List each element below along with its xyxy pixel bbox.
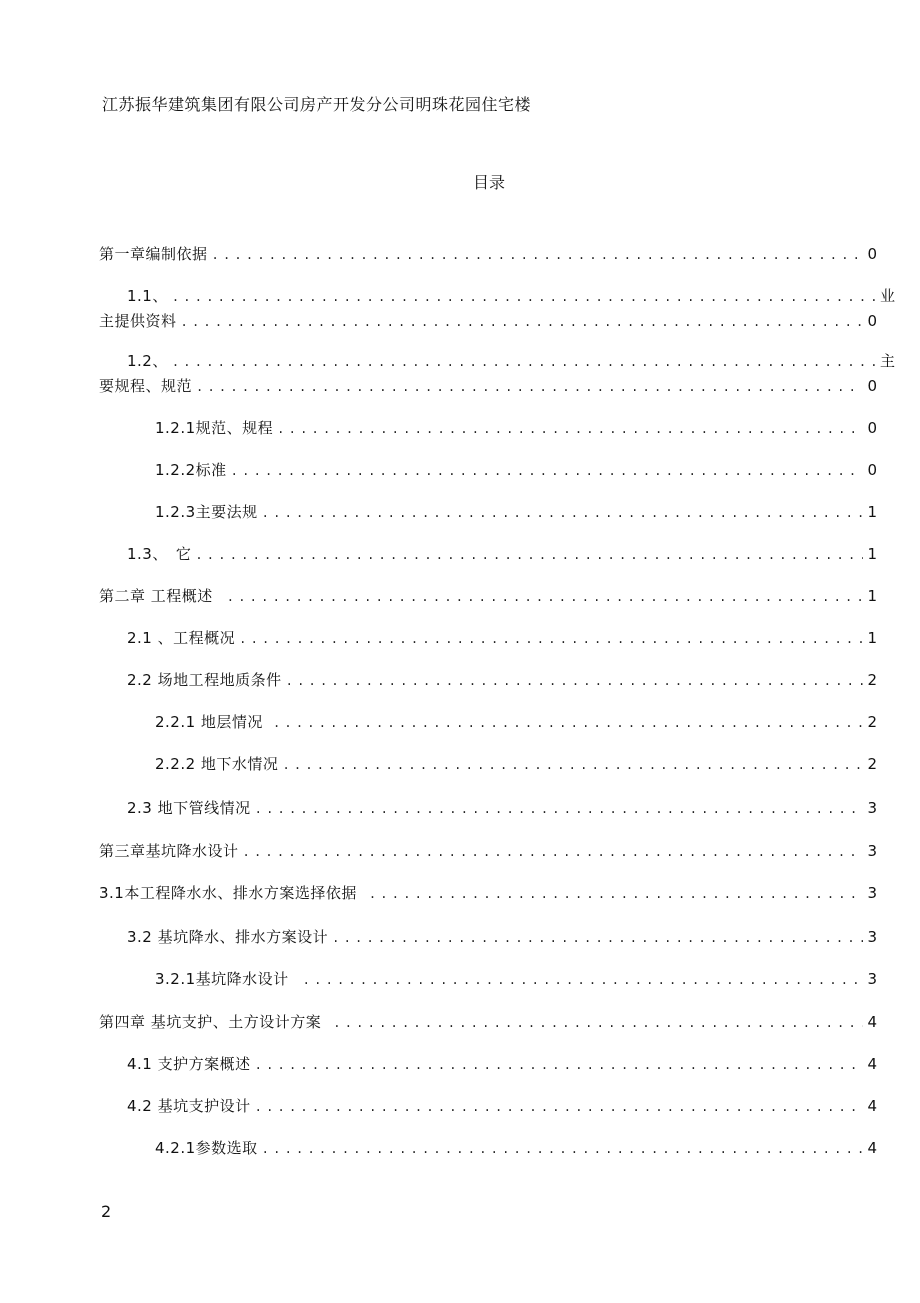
toc-entry-page: 0 — [867, 245, 877, 263]
toc-entry-1-1[interactable] — [127, 286, 895, 306]
toc-entry-label: 第一章编制依据 — [99, 245, 208, 263]
toc-leader-dots — [262, 1139, 864, 1159]
toc-entry-chapter-3[interactable] — [99, 841, 877, 861]
toc-entry-4-1[interactable] — [127, 1054, 877, 1074]
toc-leader-dots — [262, 503, 864, 523]
toc-leader-dots — [231, 461, 864, 481]
toc-entry-1-1-continued[interactable] — [99, 311, 877, 331]
toc-leader-dots — [303, 970, 864, 990]
toc-entry-chapter-2[interactable] — [99, 586, 877, 606]
toc-entry-chapter-4[interactable] — [99, 1012, 877, 1032]
toc-entry-page: 4 — [867, 1055, 877, 1073]
toc-entry-2-2-1[interactable] — [155, 712, 877, 732]
toc-entry-page: 1 — [867, 587, 877, 605]
toc-entry-label: 1.1、 — [127, 287, 168, 305]
toc-entry-label: 3.2 基坑降水、排水方案设计 — [127, 928, 329, 946]
toc-leader-dots — [227, 587, 864, 607]
toc-leader-dots — [273, 713, 864, 733]
toc-entry-1-3[interactable] — [127, 544, 877, 564]
toc-leader-dots — [333, 1013, 863, 1033]
toc-leader-dots — [369, 884, 864, 904]
toc-leader-dots — [243, 842, 864, 862]
toc-entry-page: 0 — [867, 312, 877, 330]
toc-leader-dots — [172, 287, 876, 307]
toc-entry-wrap-char: 主 — [879, 352, 895, 370]
toc-entry-label: 第二章 工程概述 — [99, 587, 213, 605]
toc-entry-page: 4 — [867, 1013, 877, 1031]
toc-entry-label: 第四章 基坑支护、土方设计方案 — [99, 1013, 322, 1031]
toc-leader-dots — [255, 1055, 864, 1075]
toc-entry-1-2-1[interactable] — [155, 418, 877, 438]
toc-entry-label: 第三章基坑降水设计 — [99, 842, 239, 860]
toc-entry-page: 0 — [867, 461, 877, 479]
toc-leader-dots — [239, 629, 863, 649]
toc-leader-dots — [255, 1097, 864, 1117]
toc-entry-label: 2.3 地下管线情况 — [127, 799, 251, 817]
toc-entry-2-2-2[interactable] — [155, 754, 877, 774]
toc-leader-dots — [196, 377, 863, 397]
toc-entry-4-2[interactable] — [127, 1096, 877, 1116]
toc-entry-page: 0 — [867, 419, 877, 437]
toc-entry-page: 3 — [867, 928, 877, 946]
toc-entry-3-2-1[interactable] — [155, 969, 877, 989]
toc-entry-3-2[interactable] — [127, 927, 877, 947]
toc-entry-label: 4.2.1参数选取 — [155, 1139, 258, 1157]
toc-entry-label: 1.2、 — [127, 352, 168, 370]
toc-entry-page: 2 — [867, 713, 877, 731]
toc-entry-chapter-1[interactable] — [99, 244, 877, 264]
toc-leader-dots — [332, 928, 863, 948]
toc-entry-3-1[interactable] — [99, 883, 877, 903]
toc-entry-label: 1.2.3主要法规 — [155, 503, 258, 521]
toc-entry-label: 4.1 支护方案概述 — [127, 1055, 251, 1073]
toc-entry-label: 3.2.1基坑降水设计 — [155, 970, 289, 988]
toc-entry-label: 1.3、 它 — [127, 545, 192, 563]
toc-entry-1-2-2[interactable] — [155, 460, 877, 480]
toc-entry-page: 3 — [867, 884, 877, 902]
toc-entry-page: 3 — [867, 799, 877, 817]
toc-entry-label: 2.2 场地工程地质条件 — [127, 671, 282, 689]
toc-entry-label: 1.2.2标准 — [155, 461, 227, 479]
toc-entry-wrap-char: 业 — [879, 287, 895, 305]
toc-entry-page: 2 — [867, 671, 877, 689]
toc-entry-page: 4 — [867, 1097, 877, 1115]
toc-leader-dots — [255, 799, 864, 819]
toc-entry-1-2-3[interactable] — [155, 502, 877, 522]
toc-entry-2-1[interactable] — [127, 628, 877, 648]
toc-entry-page: 2 — [867, 755, 877, 773]
toc-entry-label: 4.2 基坑支护设计 — [127, 1097, 251, 1115]
toc-entry-label: 3.1本工程降水水、排水方案选择依据 — [99, 884, 357, 902]
toc-leader-dots — [212, 245, 864, 265]
toc-leader-dots — [277, 419, 863, 439]
toc-entry-label: 2.2.1 地层情况 — [155, 713, 263, 731]
toc-entry-page: 0 — [867, 377, 877, 395]
toc-entry-1-2-continued[interactable] — [99, 376, 877, 396]
toc-entry-4-2-1[interactable] — [155, 1138, 877, 1158]
page-number: 2 — [101, 1202, 112, 1221]
toc-entry-label: 2.2.2 地下水情况 — [155, 755, 279, 773]
toc-title: 目录 — [473, 173, 506, 192]
toc-entry-page: 3 — [867, 842, 877, 860]
toc-entry-label: 要规程、规范 — [99, 377, 193, 395]
toc-entry-label: 1.2.1规范、规程 — [155, 419, 274, 437]
toc-leader-dots — [172, 352, 876, 372]
toc-entry-2-2[interactable] — [127, 670, 877, 690]
toc-entry-page: 1 — [867, 545, 877, 563]
toc-leader-dots — [282, 755, 863, 775]
toc-leader-dots — [286, 671, 864, 691]
toc-entry-1-2[interactable] — [127, 351, 895, 371]
toc-entry-label: 主提供资料 — [99, 312, 177, 330]
toc-entry-page: 1 — [867, 503, 877, 521]
toc-entry-page: 4 — [867, 1139, 877, 1157]
toc-entry-2-3[interactable] — [127, 798, 877, 818]
toc-entry-page: 3 — [867, 970, 877, 988]
toc-entry-label: 2.1 、工程概况 — [127, 629, 236, 647]
toc-leader-dots — [195, 545, 863, 565]
document-header: 江苏振华建筑集团有限公司房产开发分公司明珠花园住宅楼 — [102, 95, 532, 114]
toc-entry-page: 1 — [867, 629, 877, 647]
toc-leader-dots — [181, 312, 864, 332]
